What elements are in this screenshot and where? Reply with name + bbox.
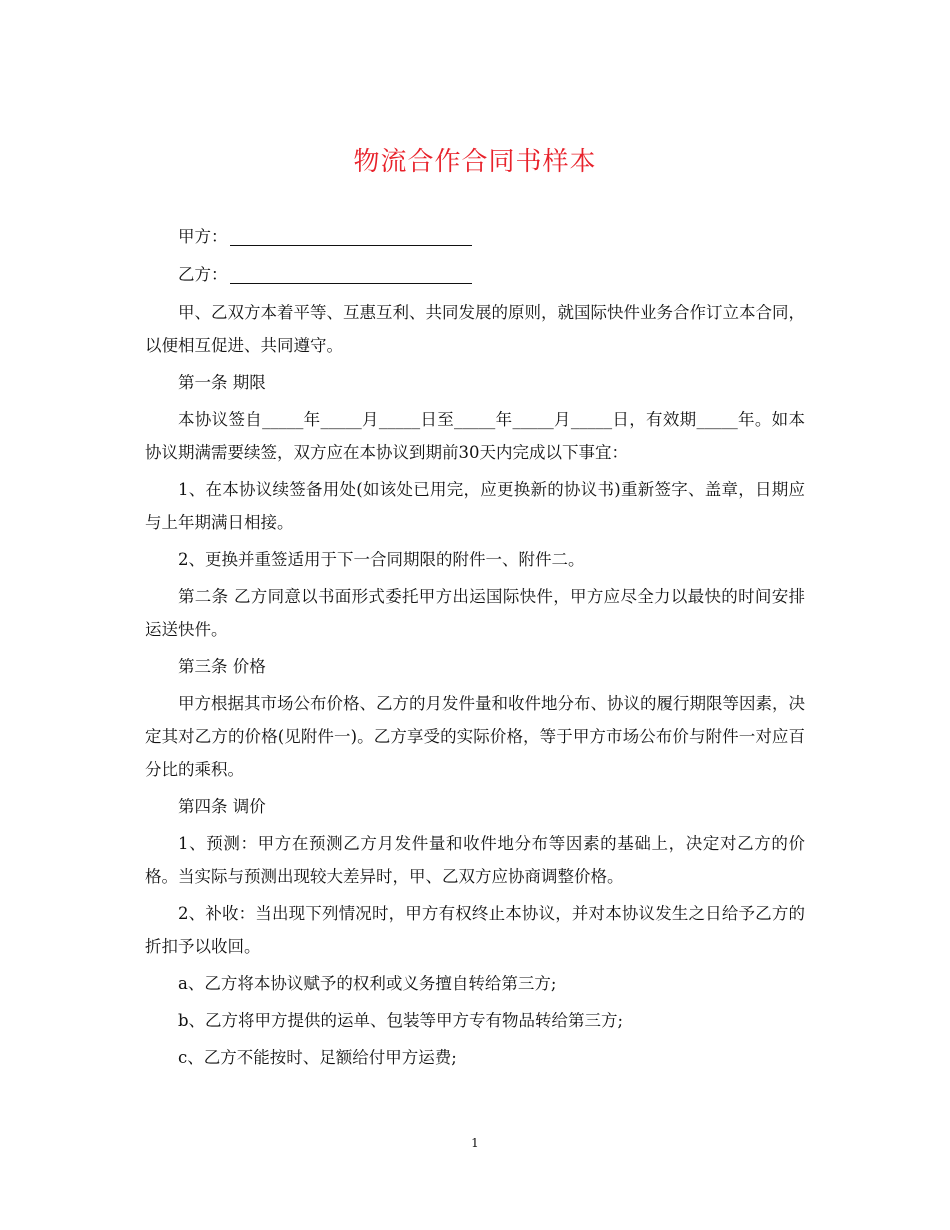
- article-2-paragraph: 第二条 乙方同意以书面形式委托甲方出运国际快件，甲方应尽全力以最快的时间安排运送快件。: [145, 587, 805, 639]
- article-1-heading: 第一条 期限: [178, 373, 266, 392]
- party-a-label: 甲方：: [178, 227, 228, 246]
- document-body: [145, 220, 805, 1078]
- page-number: 1: [471, 1136, 479, 1150]
- article-4-heading: 第四条 调价: [178, 797, 266, 816]
- list-item-b: b、乙方将甲方提供的运单、包装等甲方专有物品转给第三方;: [178, 1011, 624, 1030]
- paragraph-term-item-1: 1、在本协议续签备用处(如该处已用完，应更换新的协议书)重新签字、盖章，日期应与上年期满日相接。: [145, 480, 805, 532]
- paragraph-term-item-2: 2、更换并重签适用于下一合同期限的附件一、附件二。: [178, 550, 585, 569]
- party-a-line: [145, 220, 805, 253]
- party-b-label: 乙方：: [178, 265, 228, 284]
- party-b-blank: [230, 265, 472, 284]
- article-3-heading: 第三条 价格: [178, 657, 266, 676]
- list-item-c: c、乙方不能按时、足额给付甲方运费;: [178, 1048, 457, 1067]
- party-a-blank: [230, 227, 472, 246]
- paragraph-adjust-item-2: 2、补收：当出现下列情况时，甲方有权终止本协议，并对本协议发生之日给予乙方的折扣予以收回。: [145, 904, 805, 956]
- list-item-a: a、乙方将本协议赋予的权利或义务擅自转给第三方;: [178, 974, 557, 993]
- paragraph-price: 甲方根据其市场公布价格、乙方的月发件量和收件地分布、协议的履行期限等因素，决定其对乙方的价格(见附件一)。乙方享受的实际价格，等于甲方市场公布价与附件一对应百分比的乘积。: [145, 694, 805, 779]
- party-b-line: [145, 258, 805, 291]
- paragraph-preamble: 甲、乙双方本着平等、互惠互利、共同发展的原则，就国际快件业务合作订立本合同，以便相互促进、共同遵守。: [145, 303, 805, 355]
- paragraph-term: 本协议签自_____年_____月_____日至_____年_____月_____日，有效期_____年。如本协议期满需要续签，双方应在本协议到期前30天内完成以下事宜：: [145, 410, 805, 462]
- document-title: 物流合作合同书样本: [353, 147, 597, 177]
- paragraph-adjust-item-1: 1、预测：甲方在预测乙方月发件量和收件地分布等因素的基础上，决定对乙方的价格。当实际与预测出现较大差异时，甲、乙双方应协商调整价格。: [145, 834, 805, 886]
